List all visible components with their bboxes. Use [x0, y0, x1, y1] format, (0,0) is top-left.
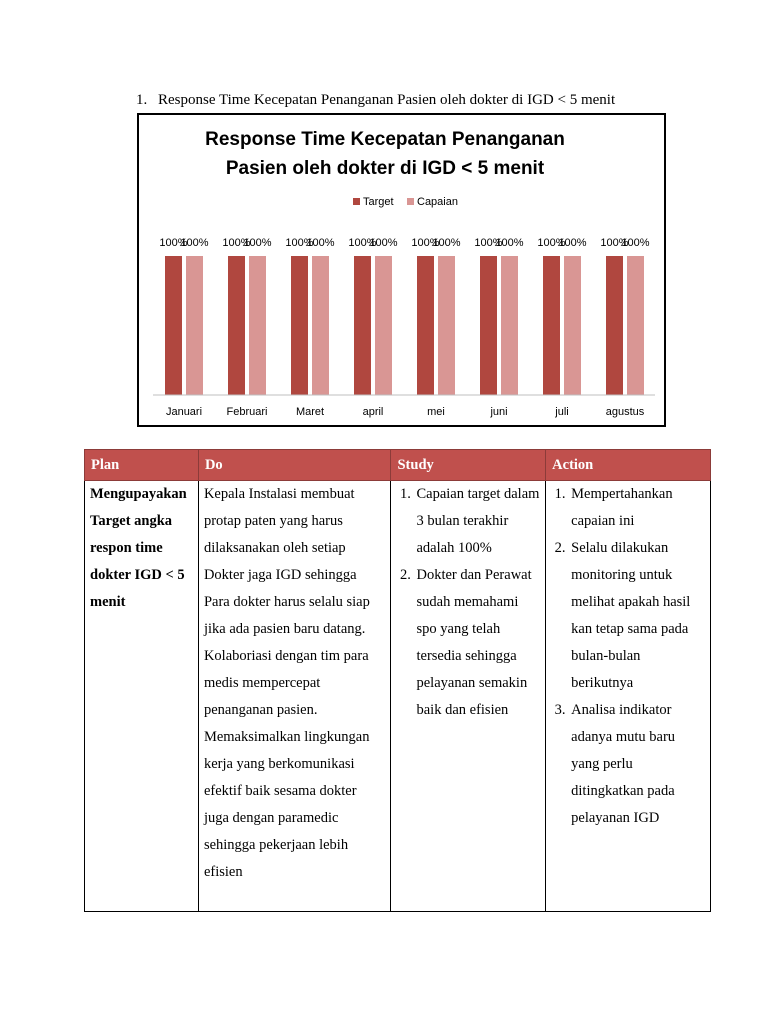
data-label-target-januari: 100%: [159, 237, 188, 249]
bar-capaian-juni: [501, 256, 518, 395]
plan-line: dokter IGD < 5: [90, 567, 185, 583]
x-tick-april: april: [362, 406, 384, 418]
action-list-item: 2. Selalu dilakukan monitoring untuk melihat apakah hasil kan tetap sama pada bulan-bulan berikutnya: [569, 535, 705, 697]
legend-label-0: Target: [363, 196, 394, 208]
data-label-target-juni: 100%: [474, 237, 503, 249]
header-study: Study: [391, 450, 546, 481]
do-line: efektif baik sesama dokter: [203, 783, 357, 799]
data-label-capaian-mei: 100%: [432, 237, 461, 249]
do-line: sehingga pekerjaan lebih: [203, 837, 349, 853]
data-label-capaian-april: 100%: [369, 237, 398, 249]
data-label-capaian-agustus: 100%: [621, 237, 650, 249]
plan-line: Mengupayakan: [90, 486, 187, 502]
data-label-capaian-januari: 100%: [180, 237, 209, 249]
plan-line: Target angka: [90, 513, 173, 529]
header-action: Action: [546, 450, 711, 481]
x-tick-juni: juni: [490, 406, 508, 418]
bar-capaian-agustus: [627, 256, 644, 395]
bar-capaian-juli: [564, 256, 581, 395]
data-label-capaian-juli: 100%: [558, 237, 587, 249]
action-list-item: 1. Mempertahankan capaian ini: [569, 481, 705, 535]
action-list: [551, 481, 705, 832]
do-cell: [198, 481, 391, 912]
x-tick-februari: Februari: [226, 406, 268, 418]
chart-canvas: [139, 115, 664, 425]
study-list: [396, 481, 540, 724]
plan-line: menit: [90, 594, 126, 610]
chart-title-line-2: Pasien oleh dokter di IGD < 5 menit: [225, 158, 545, 179]
bar-capaian-januari: [186, 256, 203, 395]
do-line: protap paten yang harus: [203, 513, 343, 529]
bar-target-juli: [543, 256, 560, 395]
do-line: Kepala Instalasi membuat: [203, 486, 355, 502]
bar-target-mei: [417, 256, 434, 395]
x-tick-agustus: agustus: [605, 406, 645, 418]
do-line: jika ada pasien baru datang.: [203, 621, 366, 637]
table-row: [85, 481, 711, 912]
x-axis-ticks: [166, 406, 645, 418]
table-header-row: [85, 450, 711, 481]
data-label-capaian-februari: 100%: [243, 237, 272, 249]
chart-title-line-1: Response Time Kecepatan Penanganan: [205, 129, 565, 150]
plan-line: respon time: [90, 540, 163, 556]
do-line: Memaksimalkan lingkungan: [203, 729, 370, 745]
action-list-item: 3. Analisa indikator adanya mutu baru yang perlu ditingkatkan pada pelayanan IGD: [569, 697, 705, 832]
do-line: efisien: [203, 864, 243, 880]
legend-swatch-0: [353, 198, 360, 205]
x-tick-juli: juli: [555, 406, 569, 418]
x-tick-mei: mei: [427, 406, 445, 418]
bar-capaian-februari: [249, 256, 266, 395]
bar-capaian-april: [375, 256, 392, 395]
study-list-item: 2. Dokter dan Perawat sudah memahami spo yang telah tersedia sehingga pelayanan semakin baik dan efisien: [414, 562, 540, 724]
heading-text: Response Time Kecepatan Penanganan Pasien oleh dokter di IGD < 5 menit: [158, 92, 616, 108]
do-line: Kolaboriasi dengan tim para: [203, 648, 369, 664]
bar-capaian-maret: [312, 256, 329, 395]
data-label-capaian-juni: 100%: [495, 237, 524, 249]
bar-target-juni: [480, 256, 497, 395]
chart-data-labels: [159, 237, 649, 249]
data-label-target-agustus: 100%: [600, 237, 629, 249]
header-do: Do: [198, 450, 391, 481]
x-tick-januari: Januari: [165, 406, 203, 418]
do-line: Para dokter harus selalu siap: [203, 594, 370, 610]
bar-target-agustus: [606, 256, 623, 395]
bar-target-april: [354, 256, 371, 395]
data-label-target-maret: 100%: [285, 237, 314, 249]
do-line: dilaksanakan oleh setiap: [203, 540, 346, 556]
data-label-capaian-maret: 100%: [306, 237, 335, 249]
chart-bars: [165, 256, 644, 395]
chart-legend: [353, 196, 458, 208]
data-label-target-mei: 100%: [411, 237, 440, 249]
do-line: medis mempercepat: [203, 675, 321, 691]
legend-swatch-1: [407, 198, 414, 205]
section-heading: [136, 92, 615, 109]
plan-cell: [85, 481, 199, 912]
study-list-item: 1. Capaian target dalam 3 bulan terakhir adalah 100%: [414, 481, 540, 562]
data-label-target-juli: 100%: [537, 237, 566, 249]
do-line: kerja yang berkomunikasi: [203, 756, 355, 772]
legend-label-1: Capaian: [417, 196, 458, 208]
heading-number: 1.: [136, 92, 148, 108]
x-tick-maret: Maret: [295, 406, 325, 418]
data-label-target-februari: 100%: [222, 237, 251, 249]
bar-capaian-mei: [438, 256, 455, 395]
study-cell: [391, 481, 546, 912]
bar-chart: [137, 113, 666, 427]
do-line: penanganan pasien.: [203, 702, 318, 718]
bar-target-januari: [165, 256, 182, 395]
bar-target-maret: [291, 256, 308, 395]
data-label-target-april: 100%: [348, 237, 377, 249]
do-line: Dokter jaga IGD sehingga: [203, 567, 357, 583]
bar-target-februari: [228, 256, 245, 395]
do-line: juga dengan paramedic: [203, 810, 339, 826]
pdsa-table: [84, 449, 711, 912]
header-plan: Plan: [85, 450, 199, 481]
action-cell: [546, 481, 711, 912]
